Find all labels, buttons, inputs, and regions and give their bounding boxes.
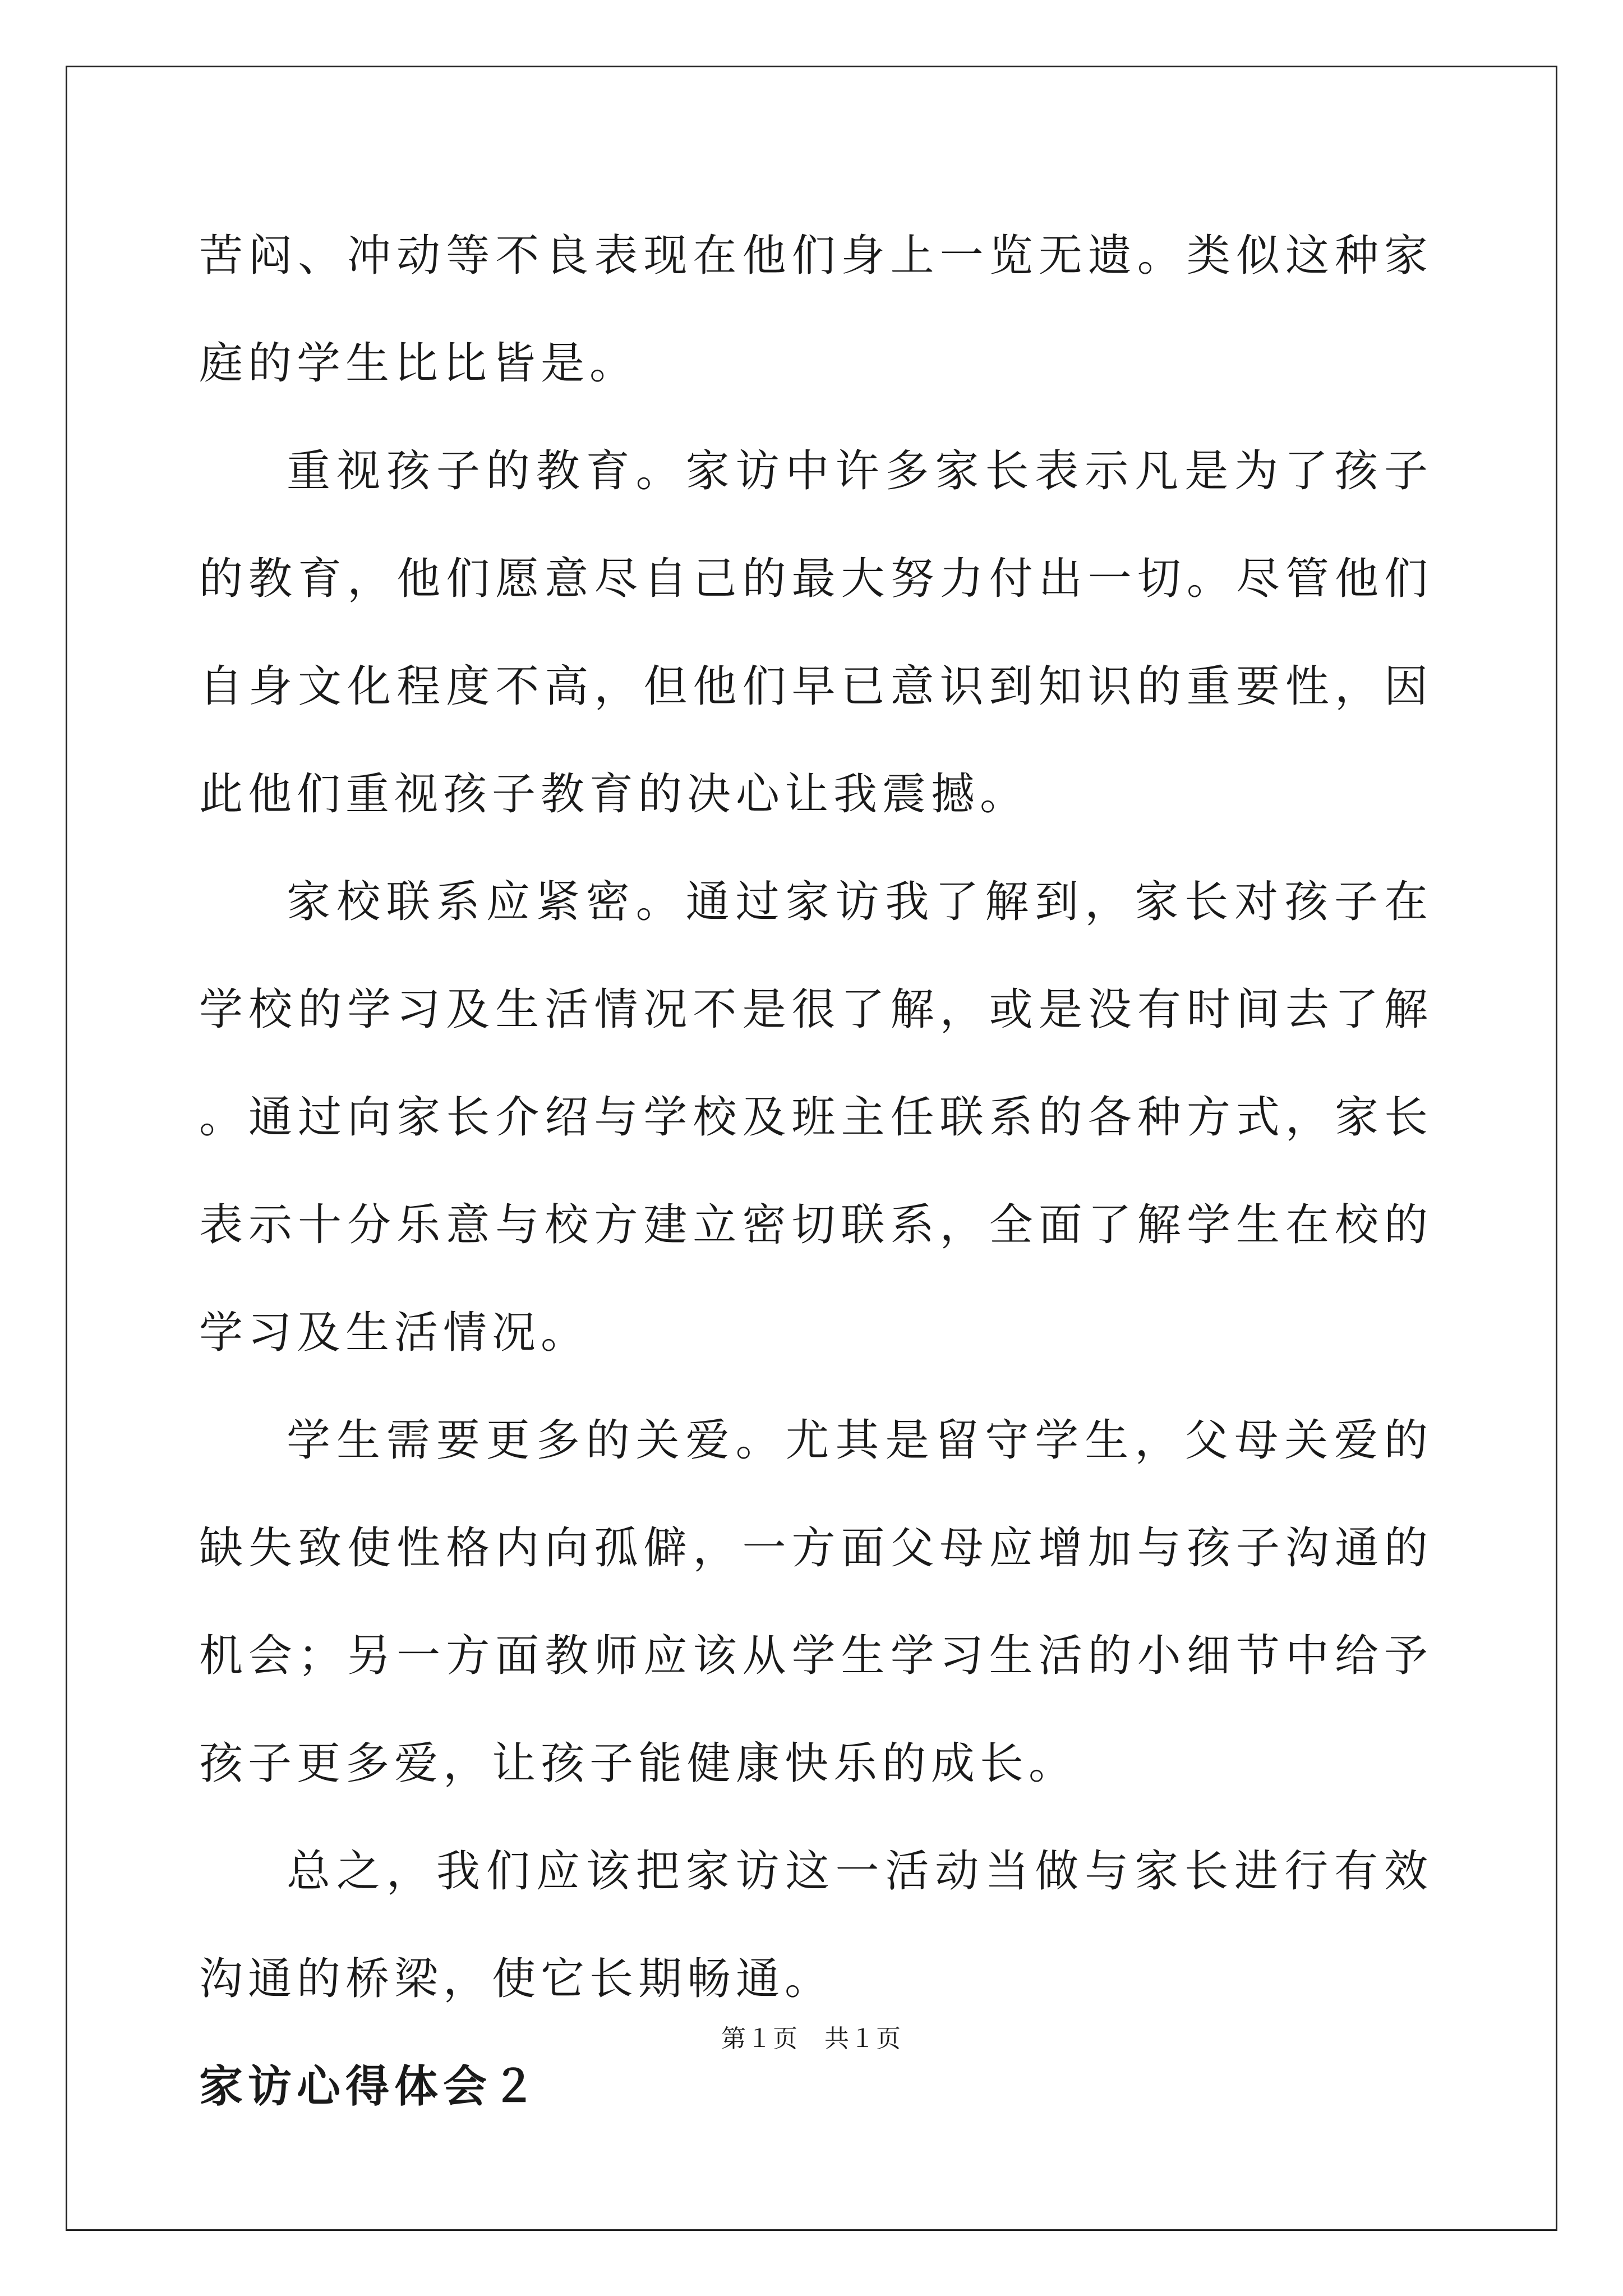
document-body bbox=[199, 202, 1433, 2141]
page-footer bbox=[0, 2018, 1623, 2054]
section-heading: 家访心得体会２ bbox=[199, 2061, 541, 2112]
paragraph-4: 学生需要更多的关爱。尤其是留守学生，父母关爱的缺失致使性格内向孤僻，一方面父母应增加与孩子沟通的机会；另一方面教师应该从学生学习生活的小细节中给予孩子更多爱，让孩子能健康快乐的成长。 bbox=[199, 1415, 1433, 1789]
page-number-total: 共１页 bbox=[824, 2024, 902, 2053]
paragraph-2: 重视孩子的教育。家访中许多家长表示凡是为了孩子的教育，他们愿意尽自己的最大努力付出一切。尽管他们自身文化程度不高，但他们早已意识到知识的重要性，因此他们重视孩子教育的决心让我震撼。 bbox=[199, 446, 1433, 820]
paragraph-5: 总之，我们应该把家访这一活动当做与家长进行有效沟通的桥梁，使它长期畅通。 bbox=[199, 1846, 1433, 2004]
page-number-current: 第１页 bbox=[721, 2024, 799, 2053]
paragraph-1: 苦闷、冲动等不良表现在他们身上一览无遗。类似这种家庭的学生比比皆是。 bbox=[199, 231, 1433, 389]
paragraph-3: 家校联系应紧密。通过家访我了解到，家长对孩子在学校的学习及生活情况不是很了解，或是没有时间去了解。通过向家长介绍与学校及班主任联系的各种方式，家长表示十分乐意与校方建立密切联系，全面了解学生在校的学习及生活情况。 bbox=[199, 877, 1433, 1358]
